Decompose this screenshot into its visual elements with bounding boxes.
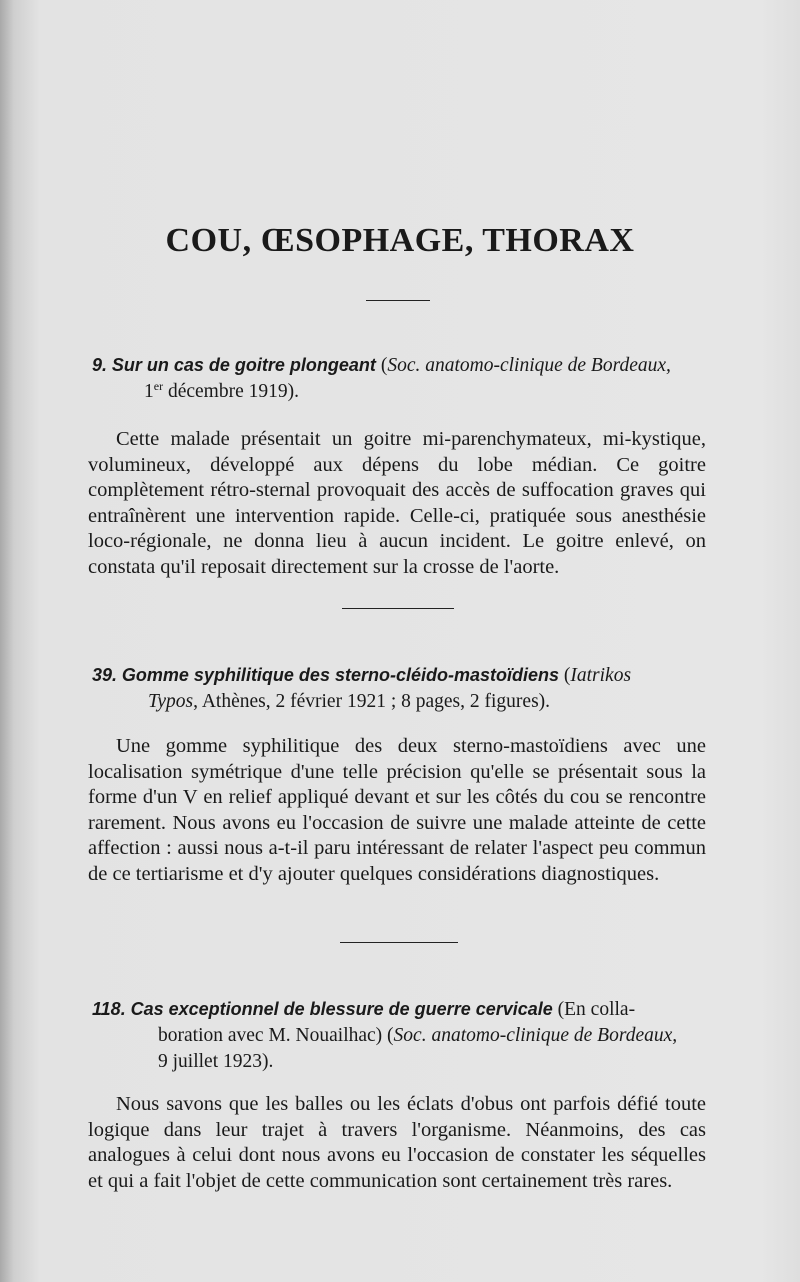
citation-source: Soc. anatomo-clinique de Bordeaux,	[387, 355, 671, 376]
entry-number: 118.	[92, 999, 126, 1019]
entry-heading	[92, 996, 712, 1075]
citation-open: (	[559, 665, 571, 686]
citation-date: 9 juillet 1923).	[158, 1051, 274, 1072]
entry-heading	[92, 662, 712, 715]
entry-title: Cas exceptionnel de blessure de guerre cervicale	[130, 999, 553, 1019]
citation-line2-start: boration avec M. Nouailhac) (	[158, 1025, 394, 1046]
citation-open: (En colla-	[552, 999, 636, 1020]
citation-source: Iatrikos	[570, 665, 632, 686]
citation-source: Soc. anatomo-clinique de Bordeaux,	[393, 1025, 678, 1046]
title-divider	[366, 300, 430, 301]
citation-line-3	[92, 1049, 712, 1075]
entry-heading	[92, 352, 712, 405]
citation-rest: , Athènes, 2 février 1921 ; 8 pages, 2 figures).	[193, 691, 551, 712]
citation-line-2	[92, 379, 712, 405]
page-title: COU, ŒSOPHAGE, THORAX	[165, 222, 635, 259]
entry-paragraph: Une gomme syphilitique des deux sterno-mastoïdiens avec une localisation symétrique d'une telle précision qu'elle se présentait sous la forme d'un V en relief appliqué devant et sur les côtés du cou se rencontre rarement. Nous avons eu l'occasion de suivre une malade atteinte de cette affection : aussi nous a-t-il paru intéressant de relater l'aspect peu commun de ce tertiarisme et d'y ajouter quelques considérations diagnostiques.	[88, 735, 706, 885]
citation-date-rest: décembre 1919).	[163, 381, 299, 402]
entry-divider	[340, 942, 458, 943]
citation-date-prefix: 1	[144, 381, 154, 402]
citation-line-2	[92, 689, 712, 715]
entry-divider	[342, 608, 454, 609]
entry-number: 9.	[92, 355, 108, 375]
entry-paragraph: Nous savons que les balles ou les éclats d'obus ont parfois défié toute logique dans leur trajet à travers l'organisme. Néanmoins, des cas analogues à celui dont nous avons eu l'occasion de constater les séquelles et qui a fait l'objet de cette communication sont certainement très rares.	[88, 1093, 706, 1192]
entry-paragraph: Cette malade présentait un goitre mi-parenchymateux, mi-kystique, volumineux, développé aux dépens du lobe médian. Ce goitre complètement rétro-sternal provoquait des accès de suffocation graves qui entraînèrent une intervention rapide. Celle-ci, pratiquée sous anesthésie loco-régionale, ne donna lieu à aucun incident. Le goitre enlevé, on constata qu'il reposait directement sur la crosse de l'aorte.	[88, 428, 706, 578]
citation-open: (	[375, 355, 388, 376]
citation-date-sup: er	[153, 379, 164, 393]
entry-title: Gomme syphilitique des sterno-cléido-mastoïdiens	[121, 665, 559, 685]
citation-source-2: Typos	[148, 691, 194, 712]
entry-number: 39.	[92, 665, 118, 685]
entry-title: Sur un cas de goitre plongeant	[111, 355, 376, 375]
citation-line-2	[92, 1023, 712, 1049]
